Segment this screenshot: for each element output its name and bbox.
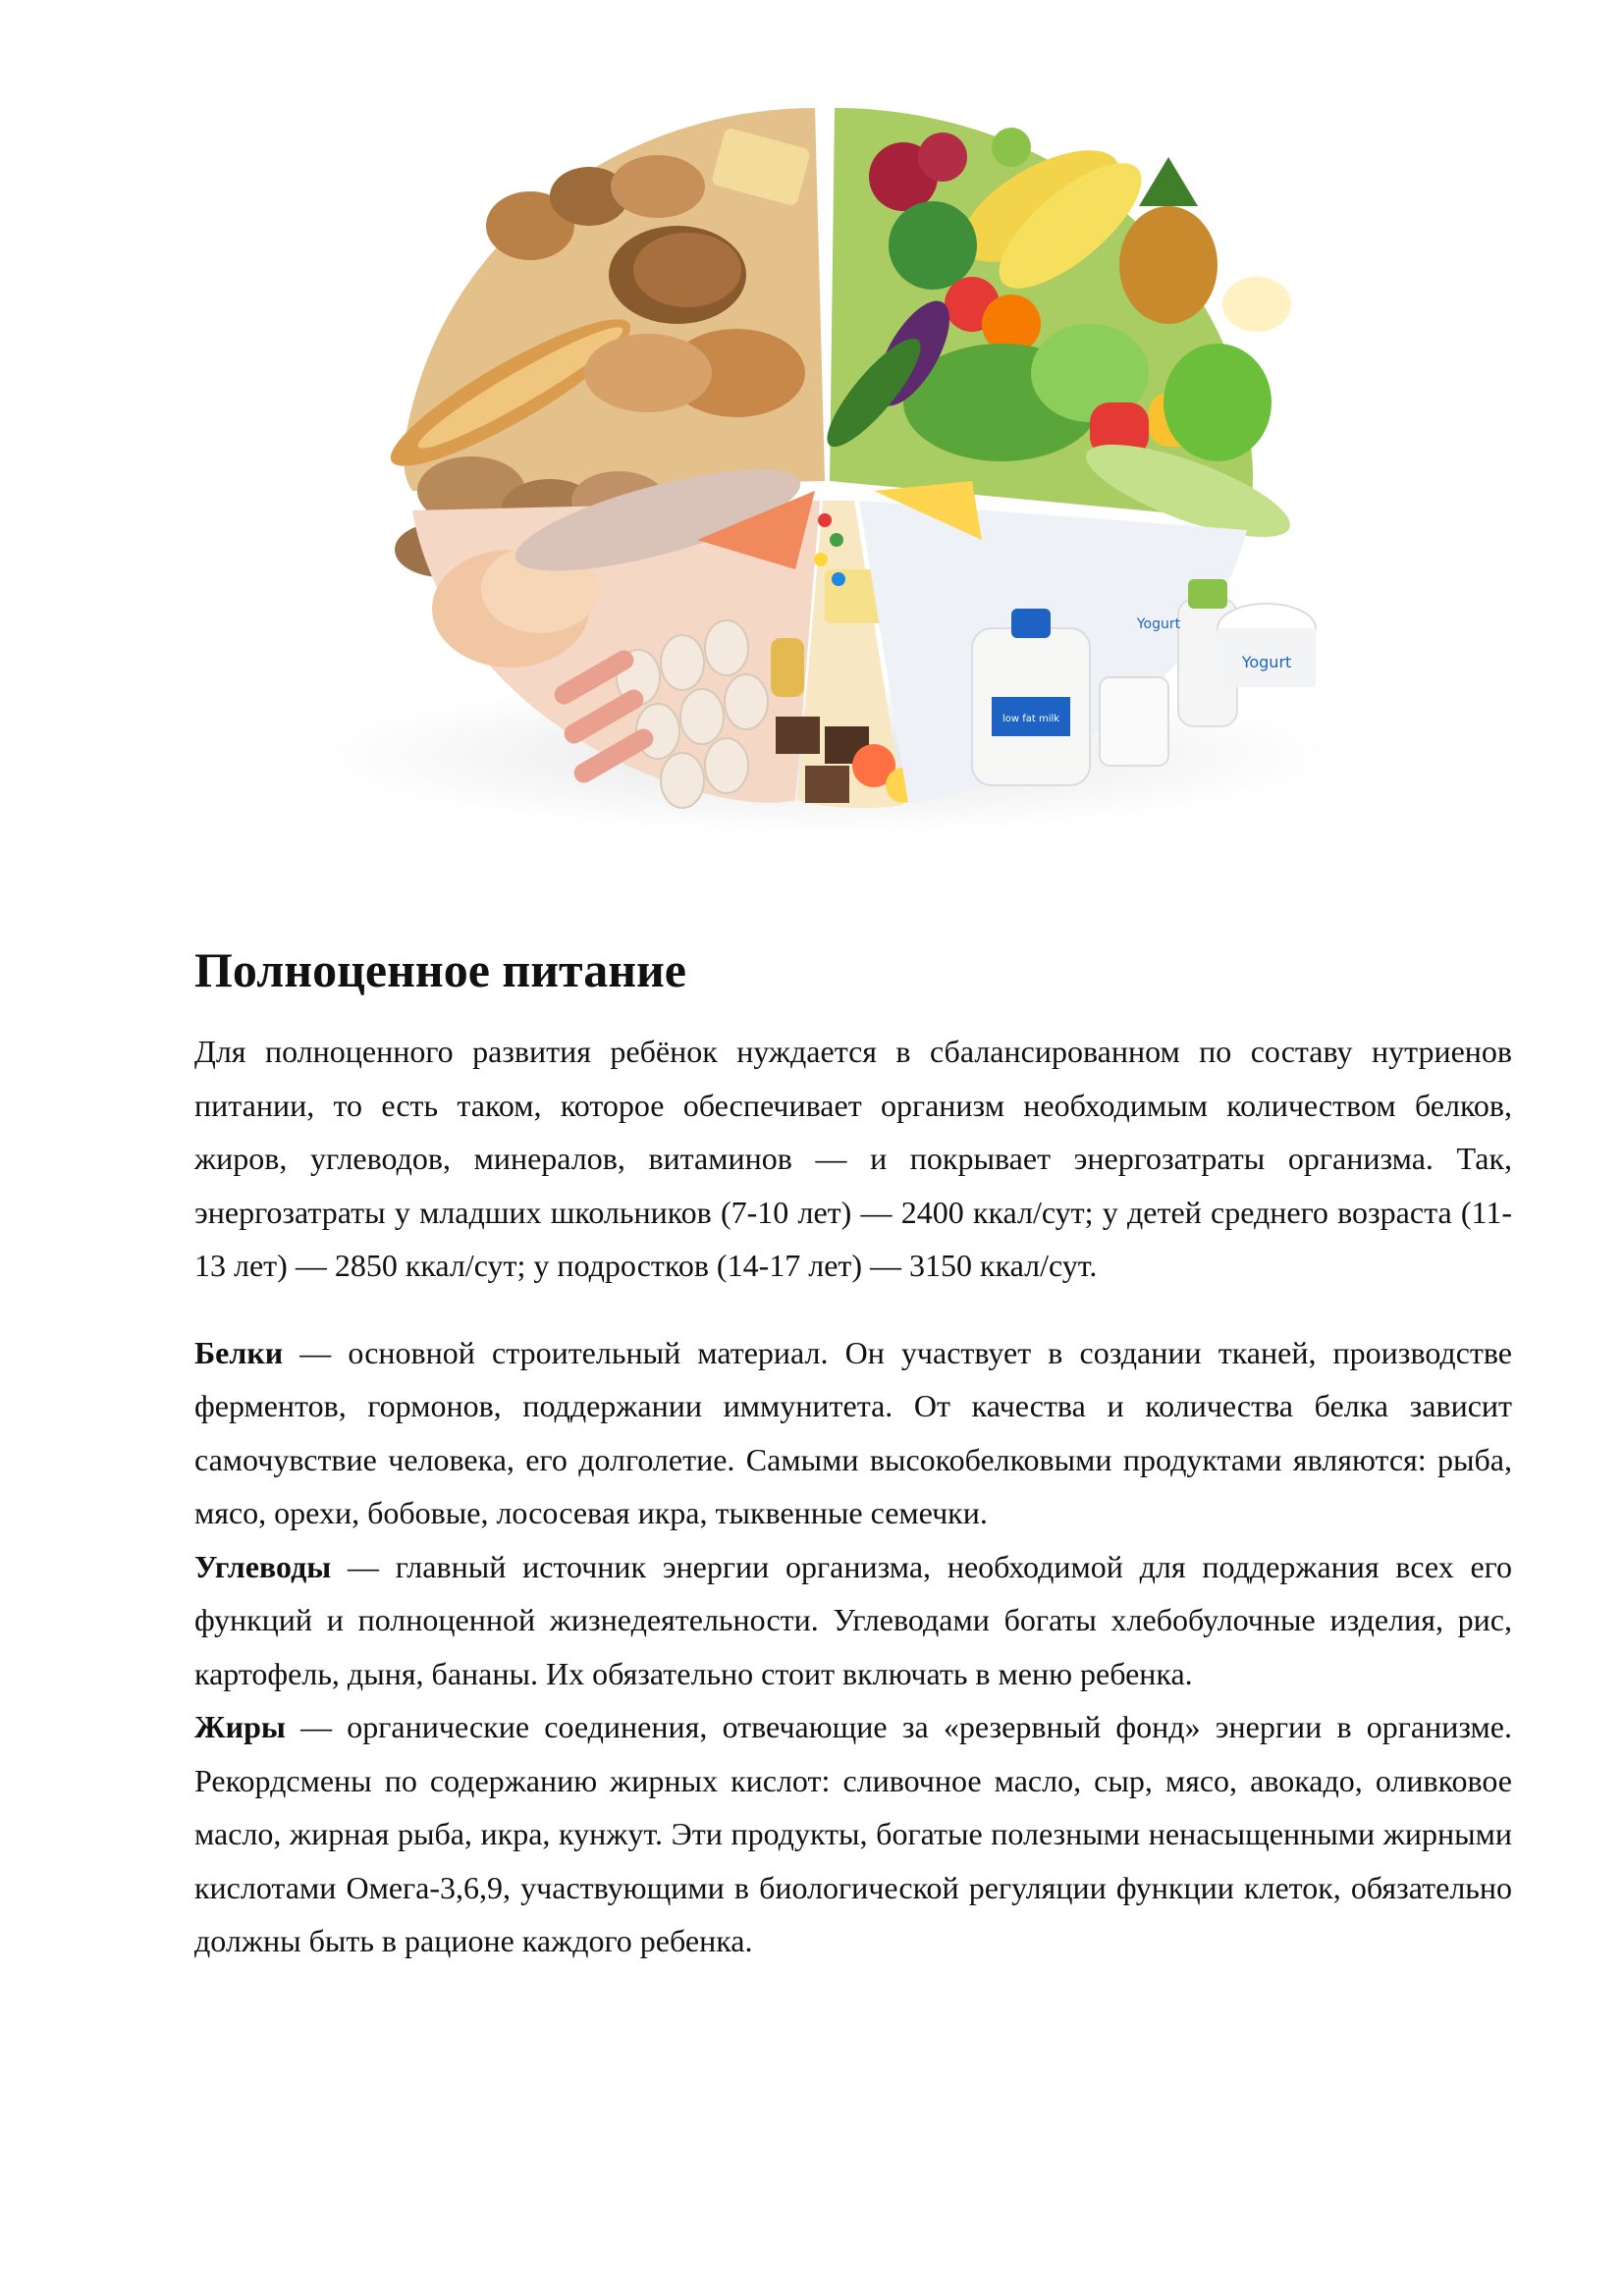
intro-paragraph: Для полноценного развития ребёнок нуждается в сбалансированном по составу нутриенов питании, то есть таком, которое обеспечивает организм необходимым количеством белков, жиров, углеводов, минералов, витаминов — и покрывает энергозатраты организма. Так, энергозатраты у младших школьников (7-10 лет) — 2400 ккал/сут; у детей среднего возраста (11-13 лет) — 2850 ккал/сут; у подростков (14-17 лет) — 3150 ккал/сут.	[194, 1034, 1512, 1283]
svg-text:low fat milk: low fat milk	[1001, 714, 1060, 724]
section-term: Белки	[194, 1334, 284, 1370]
section-term: Углеводы	[194, 1548, 332, 1584]
fruits-vegetables-section	[815, 108, 1300, 556]
section-text: — органические соединения, отвечающие за «резервный фонд» энергии в организме. Рекордсмены по содержанию жирных кислот: сливочное масло, сыр, мясо, авокадо, оливковое масло, жирная рыба, икра, кунжут. Эти продукты, богатые полезными ненасыщенными жирными кислотами Омега-3,6,9, участвующими в биологической регуляции функции клеток, обязательно должны быть в рационе каждого ребенка.	[194, 1709, 1512, 1958]
section-text: — главный источник энергии организма, необходимой для поддержания всех его функций и полноценной жизнедеятельности. Углеводами богаты хлебобулочные изделия, рис, картофель, дыня, бананы. Их обязательно стоит включать в меню ребенка.	[194, 1548, 1512, 1691]
svg-text:Yogurt: Yogurt	[1136, 616, 1181, 632]
article	[194, 940, 1512, 1968]
section-fats	[194, 1700, 1512, 1968]
section-proteins	[194, 1326, 1512, 1540]
svg-text:Yogurt: Yogurt	[1241, 653, 1292, 671]
section-carbohydrates	[194, 1540, 1512, 1701]
section-text: — основной строительный материал. Он участвует в создании тканей, производстве ферментов, гормонов, поддержании иммунитета. От качества и количества белка зависит самочувствие человека, его долголетие. Самыми высокобелковыми продуктами являются: рыба, мясо, орехи, бобовые, лососевая икра, тыквенные семечки.	[194, 1334, 1512, 1530]
page-title: Полноценное питание	[194, 942, 687, 997]
food-groups-illustration	[226, 79, 1424, 864]
section-term: Жиры	[194, 1709, 286, 1744]
